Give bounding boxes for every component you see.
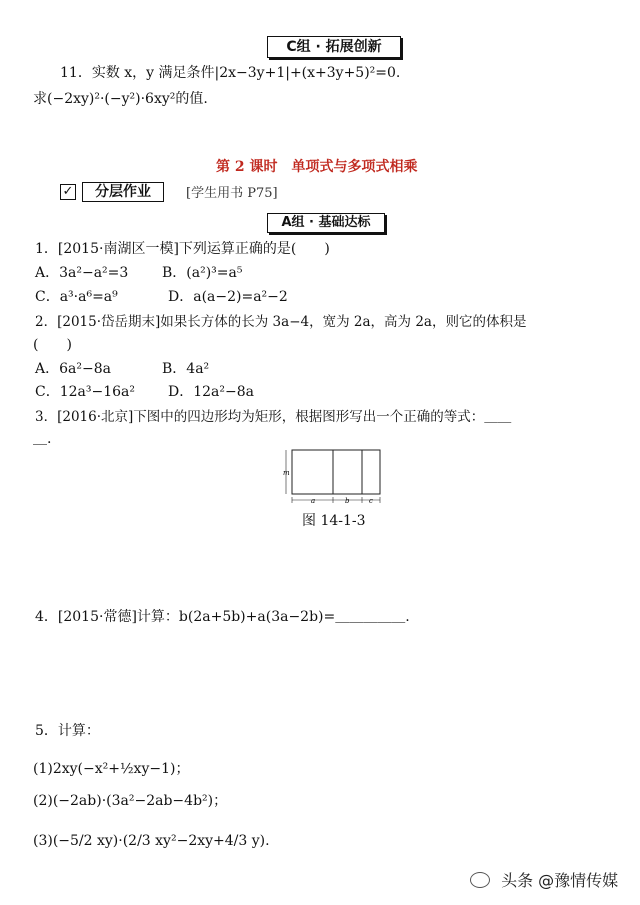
question-3-stem: 3．[2016·北京]下图中的四边形均为矩形，根据图形写出一个正确的等式：＿＿ [35,409,512,425]
label-c: c [369,497,373,505]
question-3-tail: ＿. [33,431,52,447]
figure-caption: 图 14-1-3 [302,513,366,529]
homework-bar [60,182,180,204]
label-a: a [311,497,316,505]
question-2-option-a: A．6a²−8a [35,361,111,377]
section-header-group-a: A组 · 基础达标 [267,213,385,233]
question-2-paren: ( ) [33,337,72,353]
question-4: 4．[2015·常德]计算：b(2a+5b)+a(3a−2b)=＿＿＿＿＿. [35,609,410,625]
question-1-option-b: B．(a²)³=a⁵ [162,265,243,281]
question-5-part-3: (3)(−5/2 xy)·(2/3 xy²−2xy+4/3 y). [33,833,270,849]
question-1-stem: 1．[2015·南湖区一模]下列运算正确的是( ) [35,241,330,257]
question-2-stem: 2．[2015·岱岳期末]如果长方体的长为 3a−4，宽为 2a，高为 2a，则它的体积是 [35,314,527,330]
lesson-title: 第 2 课时 单项式与多项式相乘 [216,159,418,175]
question-5-part-1: (1)2xy(−x²+½xy−1)； [33,761,190,777]
rectangle-figure [282,448,386,508]
watermark: 头条 @豫情传媒 [470,868,618,891]
question-1-option-a: A．3a²−a²=3 [35,265,129,281]
watermark-logo-icon [470,872,490,888]
question-11 [60,64,400,82]
checkbox-icon: ✓ [60,184,76,200]
question-5-stem: 5．计算： [35,723,100,739]
question-2-option-b: B．4a² [162,361,210,377]
section-header-group-c: C组 · 拓展创新 [267,36,401,58]
question-5-part-2: (2)(−2ab)·(3a²−2ab−4b²)； [33,793,228,809]
question-11-line2: 求(−2xy)²·(−y²)·6xy²的值. [33,91,208,107]
question-1-option-d: D．a(a−2)=a²−2 [168,289,288,305]
question-11-line1: 11．实数 x，y 满足条件|2x−3y+1|+(x+3y+5)²=0. [60,65,401,81]
reference-page: [学生用书 P75] [186,186,278,201]
label-m: m [283,469,290,477]
homework-label: 分层作业 [82,182,164,202]
question-2-option-c: C．12a³−16a² [35,384,135,400]
label-b: b [345,497,350,505]
outer-rectangle [292,450,380,494]
question-1-option-c: C．a³·a⁶=a⁹ [35,289,118,305]
question-2-option-d: D．12a²−8a [168,384,254,400]
